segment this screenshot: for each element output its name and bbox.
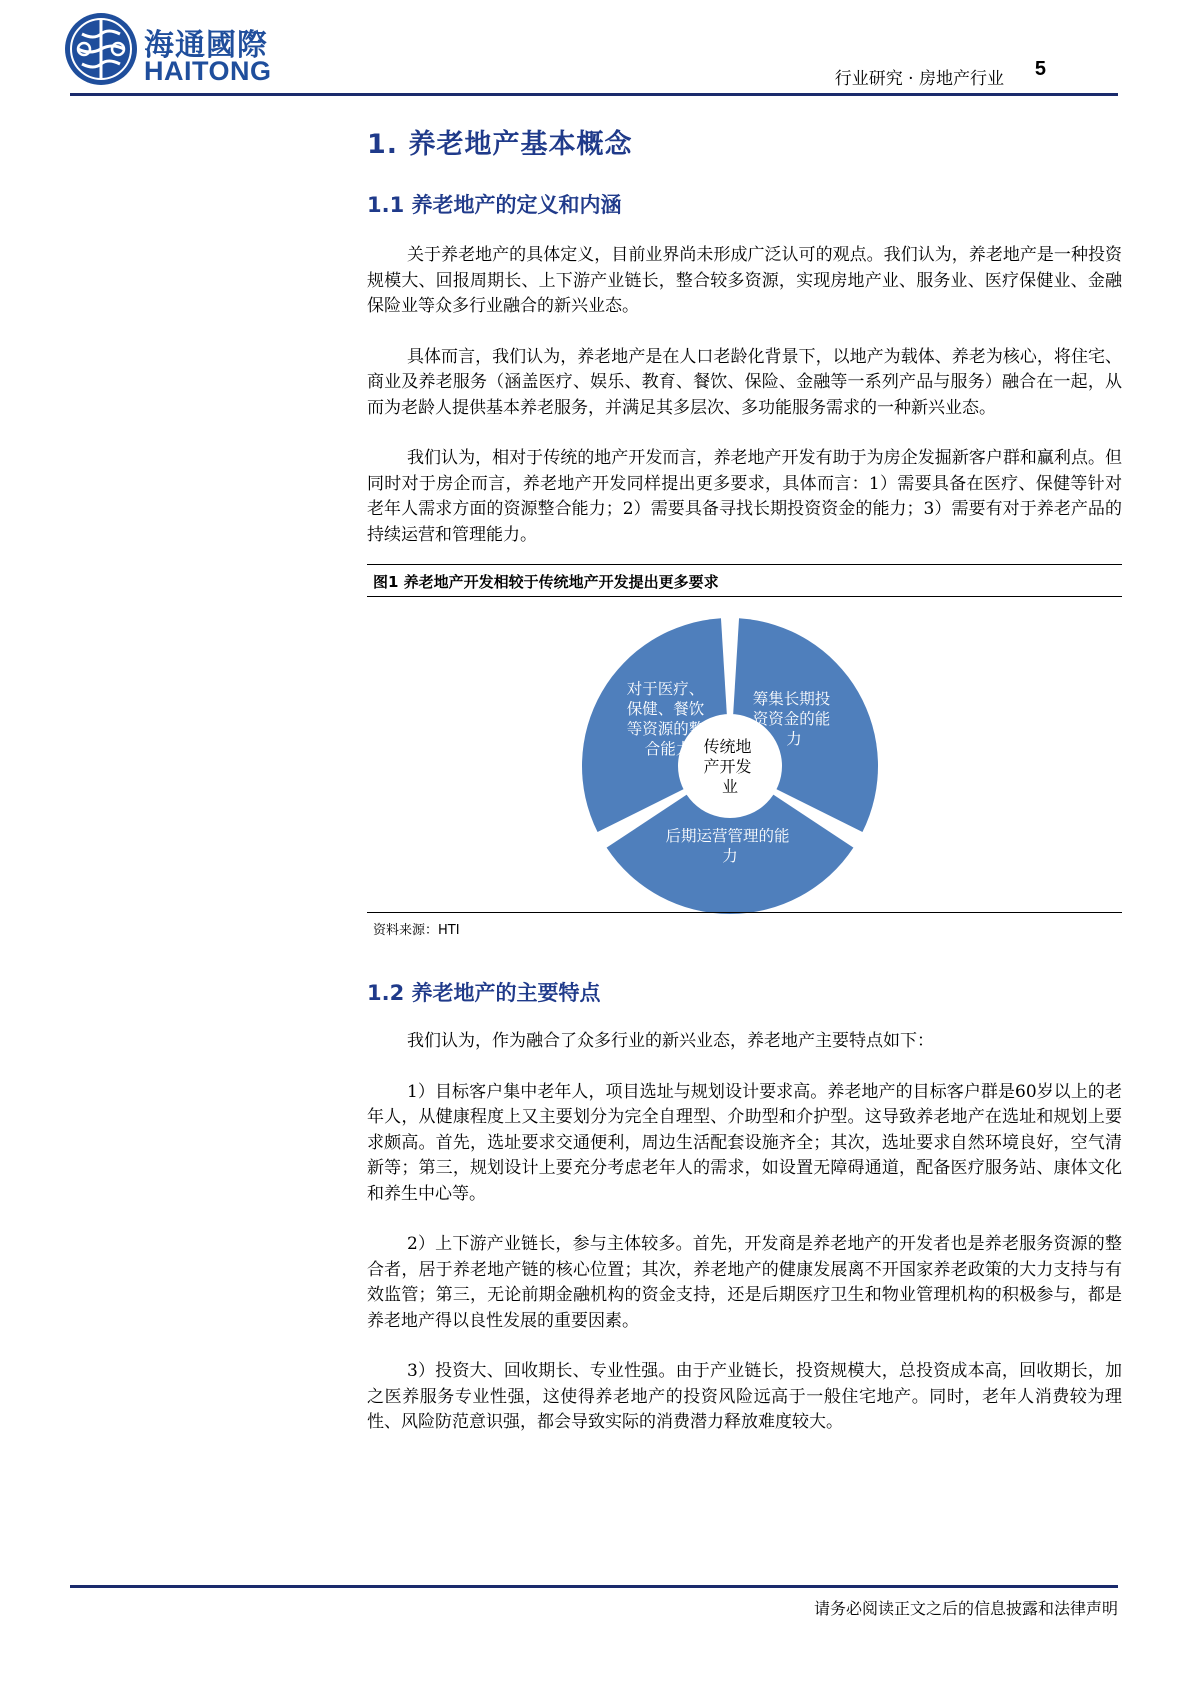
- logo-english-text: HAITONG: [144, 56, 272, 86]
- paragraph: 我们认为，相对于传统的地产开发而言，养老地产开发有助于为房企发掘新客户群和赢利点。但同时对于房企而言，养老地产开发同样提出更多要求，具体而言：1）需要具备在医疗、保健等针对老年人需求方面的资源整合能力；2）需要具备寻找长期投资资金的能力；3）需要有对于养老产品的持续运营和管理能力。: [367, 448, 1122, 545]
- requirements-cycle-diagram: [580, 616, 880, 916]
- segment-label-funding: 筹集长期投 资资金的能 力: [752, 690, 831, 748]
- paragraph: 关于养老地产的具体定义，目前业界尚未形成广泛认可的观点。我们认为，养老地产是一种投资规模大、回报周期长、上下游产业链长，整合较多资源，实现房地产业、服务业、医疗保健业、金融保险业等众多行业融合的新兴业态。: [367, 245, 1122, 316]
- figure-top-rule: [367, 564, 1122, 565]
- paragraph: 3）投资大、回收期长、专业性强。由于产业链长，投资规模大，总投资成本高，回收期长，加之医养服务专业性强，这使得养老地产的投资风险远高于一般住宅地产。同时，老年人消费较为理性、风险防范意识强，都会导致实际的消费潜力释放难度较大。: [367, 1361, 1122, 1432]
- figure-source: 资料来源：HTI: [373, 923, 460, 938]
- legal-disclaimer: 请务必阅读正文之后的信息披露和法律声明: [813, 1599, 1118, 1618]
- haitong-logo-icon: [62, 10, 140, 88]
- header-divider: [70, 93, 1118, 96]
- segment-label-resources: 对于医疗、 保健、餐饮 等资源的整 合能力: [626, 680, 705, 758]
- paragraph: 具体而言，我们认为，养老地产是在人口老龄化背景下，以地产为载体、养老为核心，将住宅、商业及养老服务（涵盖医疗、娱乐、教育、餐饮、保险、金融等一系列产品与服务）融合在一起，从而为老龄人提供基本养老服务，并满足其多层次、多功能服务需求的一种新兴业态。: [367, 346, 1122, 418]
- subsection-title-features: 1.2 养老地产的主要特点: [367, 981, 601, 1005]
- figure-title-rule: [367, 596, 1122, 597]
- figure-bottom-rule: [367, 912, 1122, 913]
- figure-1: [367, 564, 1122, 939]
- segment-label-operations: 后期运营管理的能 力: [665, 827, 790, 865]
- paragraph: 我们认为，作为融合了众多行业的新兴业态，养老地产主要特点如下：: [407, 1031, 934, 1051]
- report-body: [367, 110, 1122, 1436]
- report-category: 行业研究 · 房地产行业: [834, 69, 1004, 89]
- center-label: 传统地 产开发 业: [703, 737, 752, 796]
- footer-divider: [70, 1585, 1118, 1588]
- paragraph: 1）目标客户集中老年人，项目选址与规划设计要求高。养老地产的目标客户群是60岁以上的老年人，从健康程度上又主要划分为完全自理型、介助型和介护型。这导致养老地产在选址和规划上要求颇高。首先，选址要求交通便利，周边生活配套设施齐全；其次，选址要求自然环境良好，空气清新等；第三，规划设计上要充分考虑老年人的需求，如设置无障碍通道，配备医疗服务站、康体文化和养生中心等。: [367, 1081, 1122, 1204]
- subsection-title-definition: 1.1 养老地产的定义和内涵: [367, 193, 622, 217]
- paragraph: 2）上下游产业链长，参与主体较多。首先，开发商是养老地产的开发者也是养老服务资源的整合者，居于养老地产链的核心位置；其次，养老地产的健康发展离不开国家养老政策的大力支持与有效监管；第三，无论前期金融机构的资金支持，还是后期医疗卫生和物业管理机构的积极参与，都是养老地产得以良性发展的重要因素。: [367, 1234, 1122, 1331]
- page-number: 5: [1034, 58, 1046, 80]
- section-title: 1. 养老地产基本概念: [367, 129, 633, 160]
- logo-chinese-text: 海通國際: [144, 28, 268, 63]
- company-logo: [62, 10, 362, 90]
- figure-title: 图1 养老地产开发相较于传统地产开发提出更多要求: [373, 573, 719, 591]
